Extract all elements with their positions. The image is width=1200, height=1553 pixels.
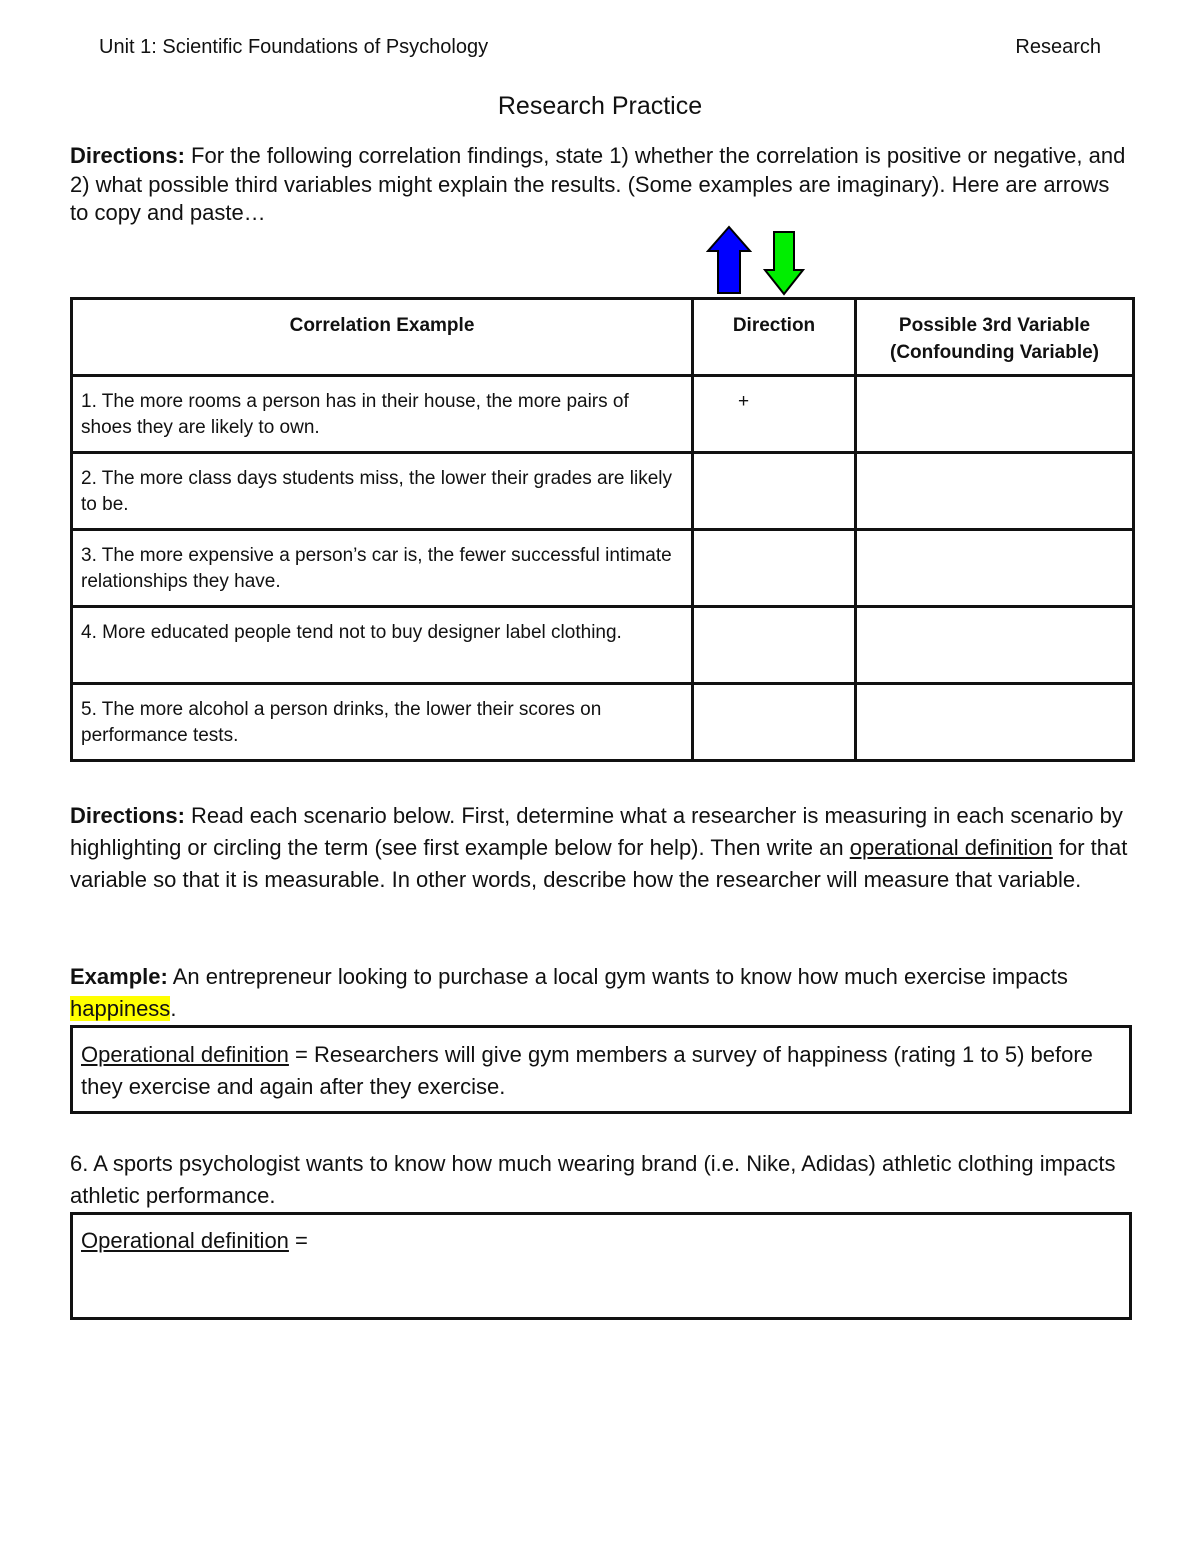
directions-text: For the following correlation findings, state 1) whether the correlation is positive or negative, and 2) what possible third variables might explain the results. (Some examples are imaginary). Here are arrows to copy and paste… [70,143,1126,225]
up-arrow-icon [706,225,752,295]
highlighted-term: happiness [70,996,171,1021]
header-section: Research [1015,36,1101,58]
direction-cell[interactable] [693,453,856,530]
example-end: . [170,996,177,1021]
example-text: An entrepreneur looking to purchase a local gym wants to know how much exercise impacts [167,964,1068,989]
direction-cell[interactable] [693,530,856,607]
directions-label: Directions: [70,803,185,828]
operational-definition-term: operational definition [849,835,1053,860]
example-cell: 1. The more rooms a person has in their house, the more pairs of shoes they are likely to own. [72,376,693,453]
variable-cell[interactable] [856,530,1134,607]
example-scenario [70,961,1130,1025]
table-row [72,453,1134,530]
directions-text-b: for that variable so that it is measurable. In other words, describe how the researcher will measure that variable. [70,835,1128,892]
table-header-row [72,299,1134,376]
example-cell: 4. More educated people tend not to buy designer label clothing. [72,607,693,684]
header-direction: Direction [693,299,856,376]
direction-cell[interactable] [693,684,856,761]
header-correlation-example: Correlation Example [72,299,693,376]
definition-label: Operational definition [81,1228,289,1253]
example-cell: 2. The more class days students miss, the lower their grades are likely to be. [72,453,693,530]
direction-cell[interactable] [693,607,856,684]
directions-label: Directions: [70,143,185,168]
down-arrow-icon [763,230,805,296]
direction-cell[interactable]: + [693,376,856,453]
header-third-variable: Possible 3rd Variable (Confounding Variable) [856,299,1134,376]
table-row [72,376,1134,453]
definition-label: Operational definition [81,1042,289,1067]
directions-text-a: Read each scenario below. First, determine what a researcher is measuring in each scenario by highlighting or circling the term (see first example below for help). Then write an [70,803,1123,860]
example-cell: 3. The more expensive a person’s car is, the fewer successful intimate relationships they have. [72,530,693,607]
page-title: Research Practice [497,92,703,120]
definition-text: = [288,1228,308,1253]
variable-cell[interactable] [856,684,1134,761]
table-row [72,607,1134,684]
header-unit-title: Unit 1: Scientific Foundations of Psychology [99,36,489,58]
question-6: 6. A sports psychologist wants to know how much wearing brand (i.e. Nike, Adidas) athletic clothing impacts athletic performance. [70,1151,1116,1208]
table-row [72,530,1134,607]
directions-correlation [70,142,1130,228]
directions-operational [70,800,1130,896]
variable-cell[interactable] [856,376,1134,453]
table-row [72,684,1134,761]
answer-definition-box[interactable] [70,1212,1132,1320]
variable-cell[interactable] [856,453,1134,530]
definition-text: = Researchers will give gym members a survey of happiness (rating 1 to 5) before they exercise and again after they exercise. [81,1042,1093,1099]
example-definition-box [70,1025,1132,1114]
example-cell: 5. The more alcohol a person drinks, the lower their scores on performance tests. [72,684,693,761]
correlation-table [70,297,1135,762]
example-label: Example: [70,964,168,989]
variable-cell[interactable] [856,607,1134,684]
